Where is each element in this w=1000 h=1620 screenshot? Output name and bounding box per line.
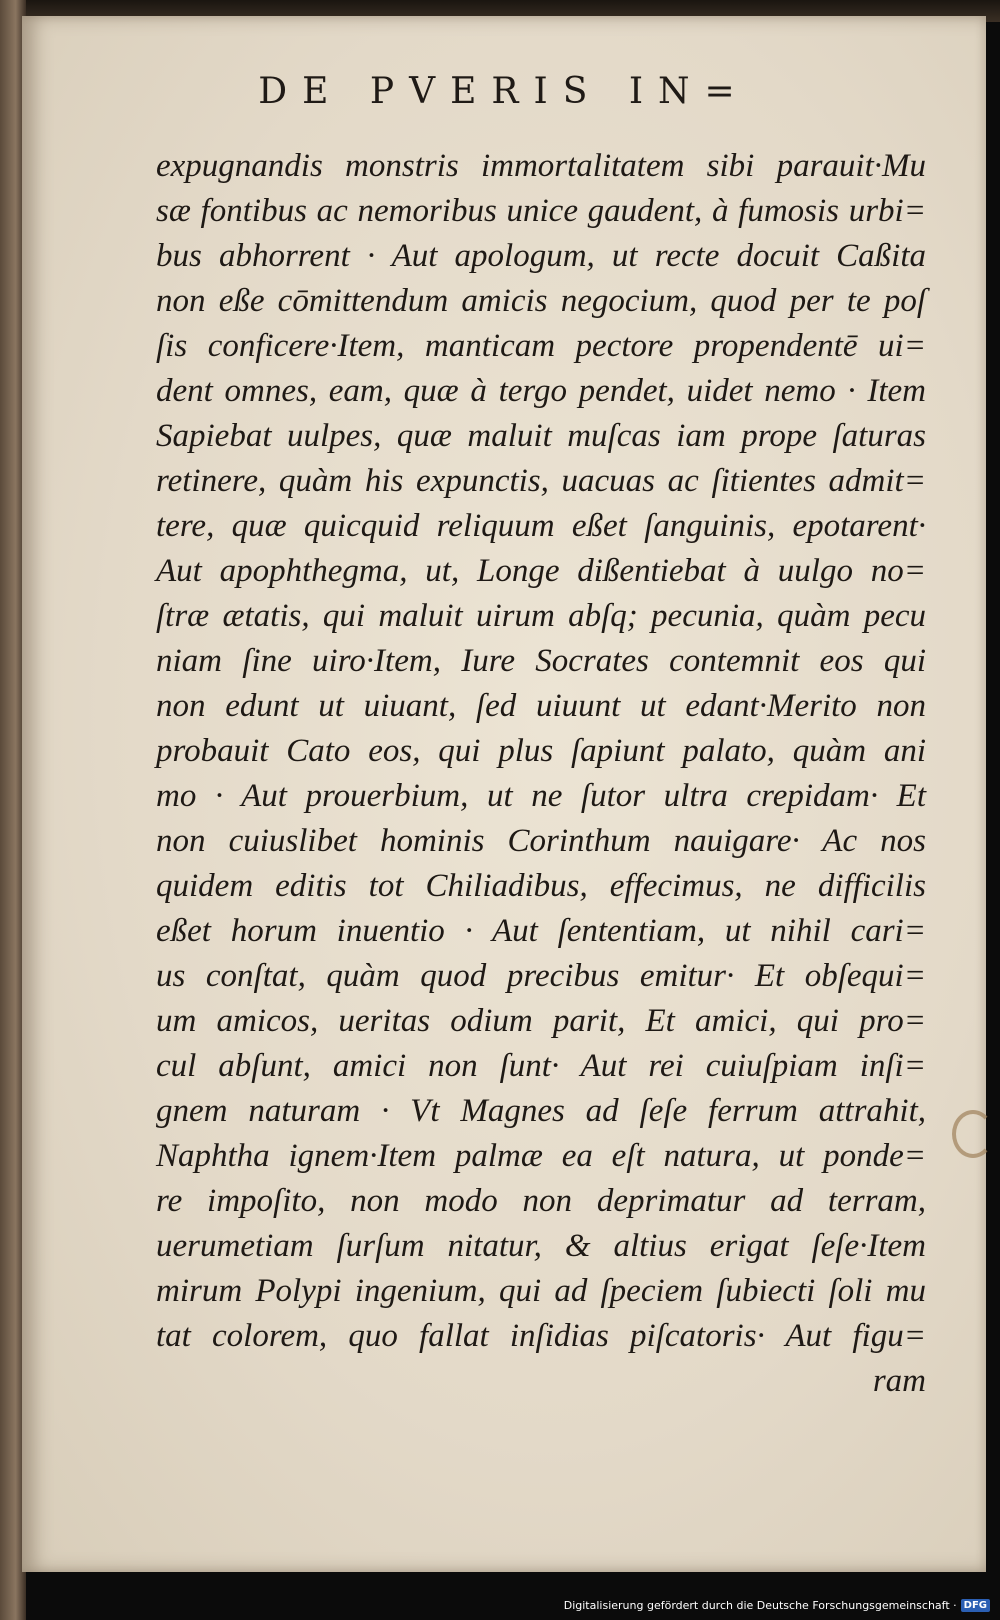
text-line: tere, quæ quicquid reliquum eßet ſanguinis, epotarent· xyxy=(156,508,926,544)
text-line: non cuiuslibet hominis Corinthum nauigare· Ac nos xyxy=(156,823,926,859)
book-page xyxy=(22,16,986,1572)
text-line: expugnandis monstris immortalitatem sibi parauit·Mu xyxy=(156,148,926,184)
text-line: sæ fontibus ac nemoribus unice gaudent, à fumosis urbi= xyxy=(156,193,926,229)
text-line: retinere, quàm his expunctis, uacuas ac ſitientes admit= xyxy=(156,463,926,499)
running-head: DE PVERIS IN= xyxy=(258,71,750,112)
text-line: re impoſito, non modo non deprimatur ad terram, xyxy=(156,1183,926,1219)
text-line: Sapiebat uulpes, quæ maluit muſcas iam prope ſaturas xyxy=(156,418,926,454)
text-line: Naphtha ignem·Item palmæ ea eſt natura, ut ponde= xyxy=(156,1138,926,1174)
text-line: cul abſunt, amici non ſunt· Aut rei cuiuſpiam inſi= xyxy=(156,1048,926,1084)
digitization-footer xyxy=(564,1599,990,1612)
text-line: uerumetiam ſurſum nitatur, & altius erigat ſeſe·Item xyxy=(156,1228,926,1264)
dfg-logo: DFG xyxy=(961,1599,990,1612)
text-line: tat colorem, quo fallat inſidias piſcatoris· Aut figu= xyxy=(156,1318,926,1354)
text-line: non eße cōmittendum amicis negocium, quod per te poſ xyxy=(156,283,926,319)
text-line: mo · Aut prouerbium, ut ne ſutor ultra crepidam· Et xyxy=(156,778,926,814)
text-line: Aut apophthegma, ut, Longe dißentiebat à uulgo no= xyxy=(156,553,926,589)
text-line: dent omnes, eam, quæ à tergo pendet, uidet nemo · Item xyxy=(156,373,926,409)
text-line: niam ſine uiro·Item, Iure Socrates contemnit eos qui xyxy=(156,643,926,679)
text-line: um amicos, ueritas odium parit, Et amici, qui pro= xyxy=(156,1003,926,1039)
text-line: bus abhorrent · Aut apologum, ut recte docuit Caßita xyxy=(156,238,926,274)
text-line: ſis conficere·Item, manticam pectore propendentē ui= xyxy=(156,328,926,364)
text-line: mirum Polypi ingenium, qui ad ſpeciem ſubiecti ſoli mu xyxy=(156,1273,926,1309)
catchword: ram xyxy=(872,1363,926,1399)
footer-credit: Digitalisierung gefördert durch die Deutsche Forschungsgemeinschaft · xyxy=(563,1599,957,1612)
text-line: probauit Cato eos, qui plus ſapiunt palato, quàm ani xyxy=(156,733,926,769)
body-text xyxy=(156,144,926,1404)
text-line: ſtræ ætatis, qui maluit uirum abſq; pecunia, quàm pecu xyxy=(156,598,926,634)
text-line: us conſtat, quàm quod precibus emitur· Et obſequi= xyxy=(156,958,926,994)
text-line: quidem editis tot Chiliadibus, effecimus, ne difficilis xyxy=(156,868,926,904)
page-clip-mark xyxy=(952,1110,994,1158)
text-line: non edunt ut uiuant, ſed uiuunt ut edant·Merito non xyxy=(156,688,926,724)
text-line: eßet horum inuentio · Aut ſententiam, ut nihil cari= xyxy=(156,913,926,949)
text-line: gnem naturam · Vt Magnes ad ſeſe ferrum attrahit, xyxy=(156,1093,926,1129)
